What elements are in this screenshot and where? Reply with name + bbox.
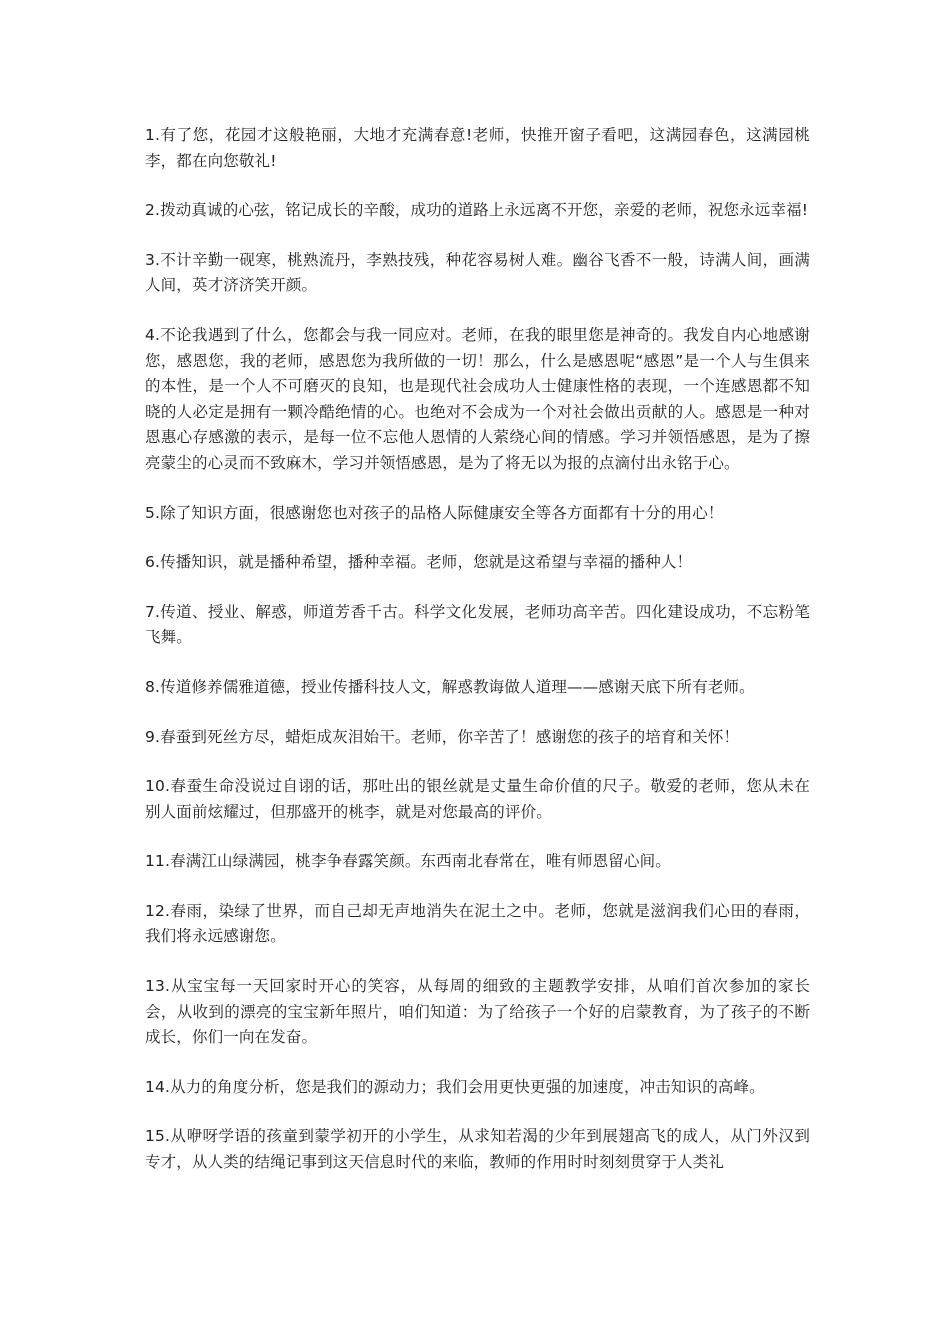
paragraph-12: 12.春雨，染绿了世界，而自己却无声地消失在泥土之中。老师，您就是滋润我们心田的春雨，我们将永远感谢您。 — [145, 901, 810, 946]
paragraph-10: 10.春蚕生命没说过自诩的话，那吐出的银丝就是丈量生命价值的尺子。敬爱的老师，您从未在别人面前炫耀过，但那盛开的桃李，就是对您最高的评价。 — [145, 777, 810, 821]
paragraph-14: 14.从力的角度分析，您是我们的源动力；我们会用更快更强的加速度，冲击知识的高峰。 — [145, 1077, 765, 1096]
paragraph-9: 9.春蚕到死丝方尽，蜡炬成灰泪始干。老师，你辛苦了！感谢您的孩子的培育和关怀！ — [145, 727, 740, 746]
paragraph-7: 7.传道、授业、解惑，师道芳香千古。科学文化发展，老师功高辛苦。四化建设成功，不忘粉笔飞舞。 — [145, 602, 810, 647]
paragraph-4: 4.不论我遇到了什么，您都会与我一同应对。老师，在我的眼里您是神奇的。我发自内心地感谢您，感恩您，我的老师，感恩您为我所做的一切！那么，什么是感恩呢“感恩”是一个人与生俱来的本性，是一个人不可磨灭的良知，也是现代社会成功人士健康性格的表现，一个连感恩都不知晓的人必定是拥有一颗冷酷绝情的心。也绝对不会成为一个对社会做出贡献的人。感恩是一种对恩惠心存感激的表示，是每一位不忘他人恩情的人萦绕心间的情感。学习并领悟感恩，是为了擦亮蒙尘的心灵而不致麻木，学习并领悟感恩，是为了将无以为报的点滴付出永铭于心。 — [145, 325, 810, 472]
paragraph-2: 2.拨动真诚的心弦，铭记成长的辛酸，成功的道路上永远离不开您，亲爱的老师，祝您永远幸福! — [145, 201, 809, 220]
paragraph-6: 6.传播知识，就是播种希望，播种幸福。老师，您就是这希望与幸福的播种人！ — [145, 553, 693, 572]
paragraph-5: 5.除了知识方面，很感谢您也对孩子的品格人际健康安全等各方面都有十分的用心！ — [145, 503, 724, 522]
paragraph-11: 11.春满江山绿满园，桃李争春露笑颜。东西南北春常在，唯有师恩留心间。 — [145, 852, 671, 871]
paragraph-13: 13.从宝宝每一天回家时开心的笑容，从每周的细致的主题教学安排，从咱们首次参加的家长会，从收到的漂亮的宝宝新年照片，咱们知道：为了给孩子一个好的启蒙教育，为了孩子的不断成长，你们一向在发奋。 — [145, 977, 810, 1047]
paragraph-8: 8.传道修养儒雅道德，授业传播科技人文，解惑教诲做人道理——感谢天底下所有老师。 — [145, 677, 755, 696]
paragraph-3: 3.不计辛勤一砚寒，桃熟流丹，李熟技残，种花容易树人难。幽谷飞香不一般，诗满人间，画满人间，英才济济笑开颜。 — [145, 250, 810, 295]
document-body — [145, 123, 810, 1176]
paragraph-1: 1.有了您，花园才这般艳丽，大地才充满春意!老师，快推开窗子看吧，这满园春色，这满园桃李，都在向您敬礼! — [145, 126, 810, 170]
paragraph-15: 15.从咿呀学语的孩童到蒙学初开的小学生，从求知若渴的少年到展翅高飞的成人，从门外汉到专才，从人类的结绳记事到这天信息时代的来临，教师的作用时时刻刻贯穿于人类礼 — [145, 1127, 810, 1172]
